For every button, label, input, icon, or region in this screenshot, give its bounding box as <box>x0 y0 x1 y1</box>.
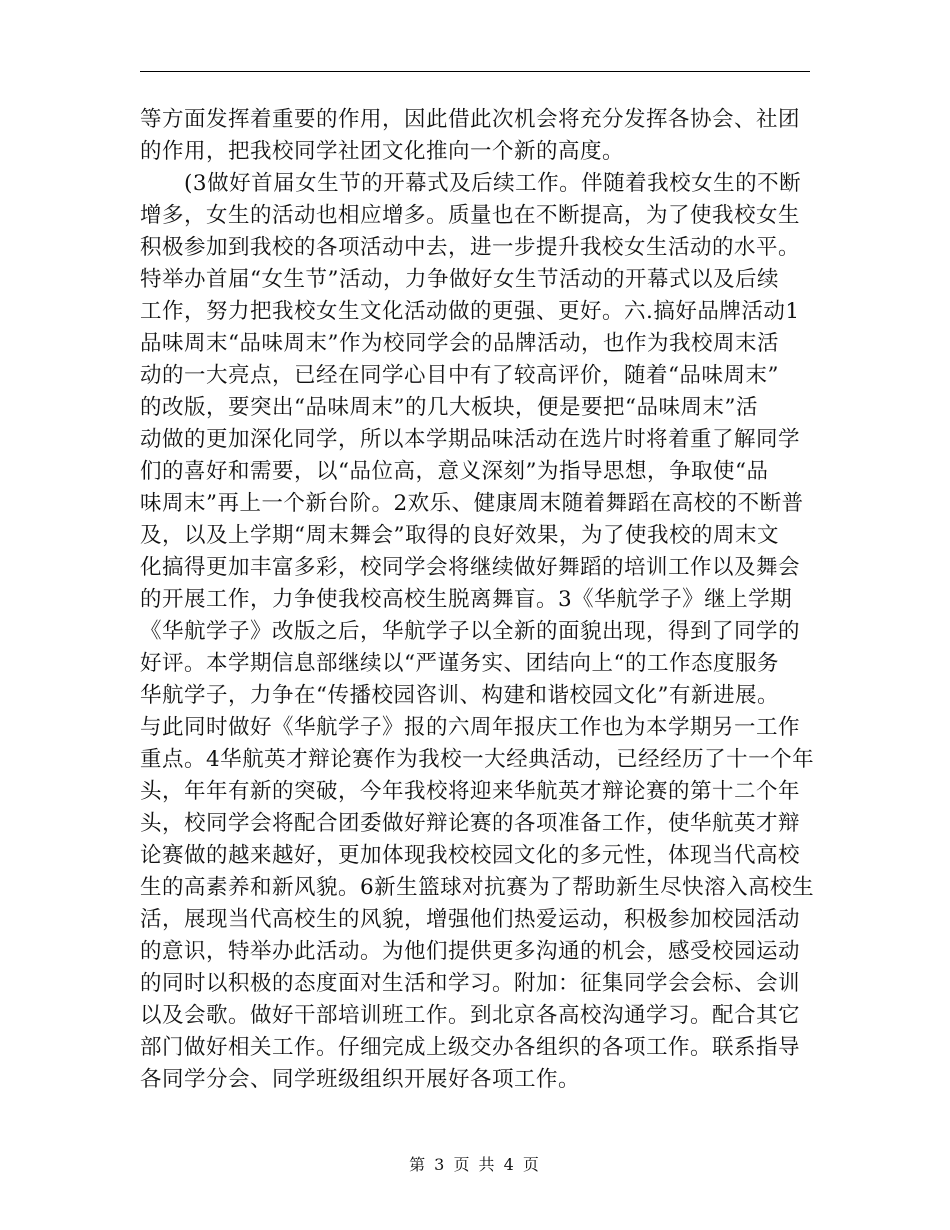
text-line: 活，展现当代高校生的风貌，增强他们热爱运动，积极参加校园活动 <box>140 907 801 932</box>
text-line: 及，以及上学期“周末舞会”取得的良好效果，为了使我校的周末文 <box>140 523 779 548</box>
text-line: 的同时以积极的态度面对生活和学习。附加：征集同学会会标、会训 <box>140 971 801 996</box>
text-line: 部门做好相关工作。仔细完成上级交办各组织的各项工作。联系指导 <box>140 1035 801 1060</box>
text-line: 重点。4华航英才辩论赛作为我校一大经典活动，已经经历了十一个年 <box>140 747 815 772</box>
text-line: 的意识，特举办此活动。为他们提供更多沟通的机会，感受校园运动 <box>140 939 801 964</box>
header-rule <box>140 71 810 72</box>
text-line: 品味周末“品味周末”作为校同学会的品牌活动，也作为我校周末活 <box>140 331 779 356</box>
text-line: 味周末”再上一个新台阶。2欢乐、健康周末随着舞蹈在高校的不断普 <box>140 491 804 516</box>
text-line: 动的一大亮点，已经在同学心目中有了较高评价，随着“品味周末” <box>140 363 779 388</box>
text-line: (3做好首届女生节的开幕式及后续工作。伴随着我校女生的不断 <box>184 171 802 196</box>
text-line: 工作，努力把我校女生文化活动做的更强、更好。六.搞好品牌活动1 <box>140 299 800 324</box>
text-line: 生的高素养和新风貌。6新生篮球对抗赛为了帮助新生尽快溶入高校生 <box>140 875 815 900</box>
text-line: 的作用，把我校同学社团文化推向一个新的高度。 <box>140 139 625 164</box>
text-line: 动做的更加深化同学，所以本学期品味活动在选片时将着重了解同学 <box>140 427 801 452</box>
document-body <box>140 104 815 1096</box>
text-line: 与此同时做好《华航学子》报的六周年报庆工作也为本学期另一工作 <box>140 715 801 740</box>
text-line: 积极参加到我校的各项活动中去，进一步提升我校女生活动的水平。 <box>140 235 801 260</box>
text-line: 的开展工作，力争使我校高校生脱离舞盲。3《华航学子》继上学期 <box>140 587 793 612</box>
text-line: 论赛做的越来越好，更加体现我校校园文化的多元性，体现当代高校 <box>140 843 801 868</box>
text-line: 增多，女生的活动也相应增多。质量也在不断提高，为了使我校女生 <box>140 203 801 228</box>
text-line: 好评。本学期信息部继续以“严谨务实、团结向上“的工作态度服务 <box>140 651 779 676</box>
text-line: 等方面发挥着重要的作用，因此借此次机会将充分发挥各协会、社团 <box>140 107 801 132</box>
text-line: 各同学分会、同学班级组织开展好各项工作。 <box>140 1067 581 1092</box>
text-line: 《华航学子》改版之后，华航学子以全新的面貌出现，得到了同学的 <box>140 619 801 644</box>
text-line: 华航学子，力争在“传播校园咨训、构建和谐校园文化”有新进展。 <box>140 683 779 708</box>
text-line: 特举办首届“女生节”活动，力争做好女生节活动的开幕式以及后续 <box>140 267 779 292</box>
text-line: 化搞得更加丰富多彩，校同学会将继续做好舞蹈的培训工作以及舞会 <box>140 555 801 580</box>
page-number: 第 3 页 共 4 页 <box>409 1155 541 1174</box>
text-line: 们的喜好和需要，以“品位高，意义深刻”为指导思想，争取使“品 <box>140 459 769 484</box>
text-line: 的改版，要突出“品味周末”的几大板块，便是要把“品味周末”活 <box>140 395 758 420</box>
text-line: 头，年年有新的突破，今年我校将迎来华航英才辩论赛的第十二个年 <box>140 779 801 804</box>
text-line: 以及会歌。做好干部培训班工作。到北京各高校沟通学习。配合其它 <box>140 1003 801 1028</box>
text-line: 头，校同学会将配合团委做好辩论赛的各项准备工作，使华航英才辩 <box>140 811 801 836</box>
